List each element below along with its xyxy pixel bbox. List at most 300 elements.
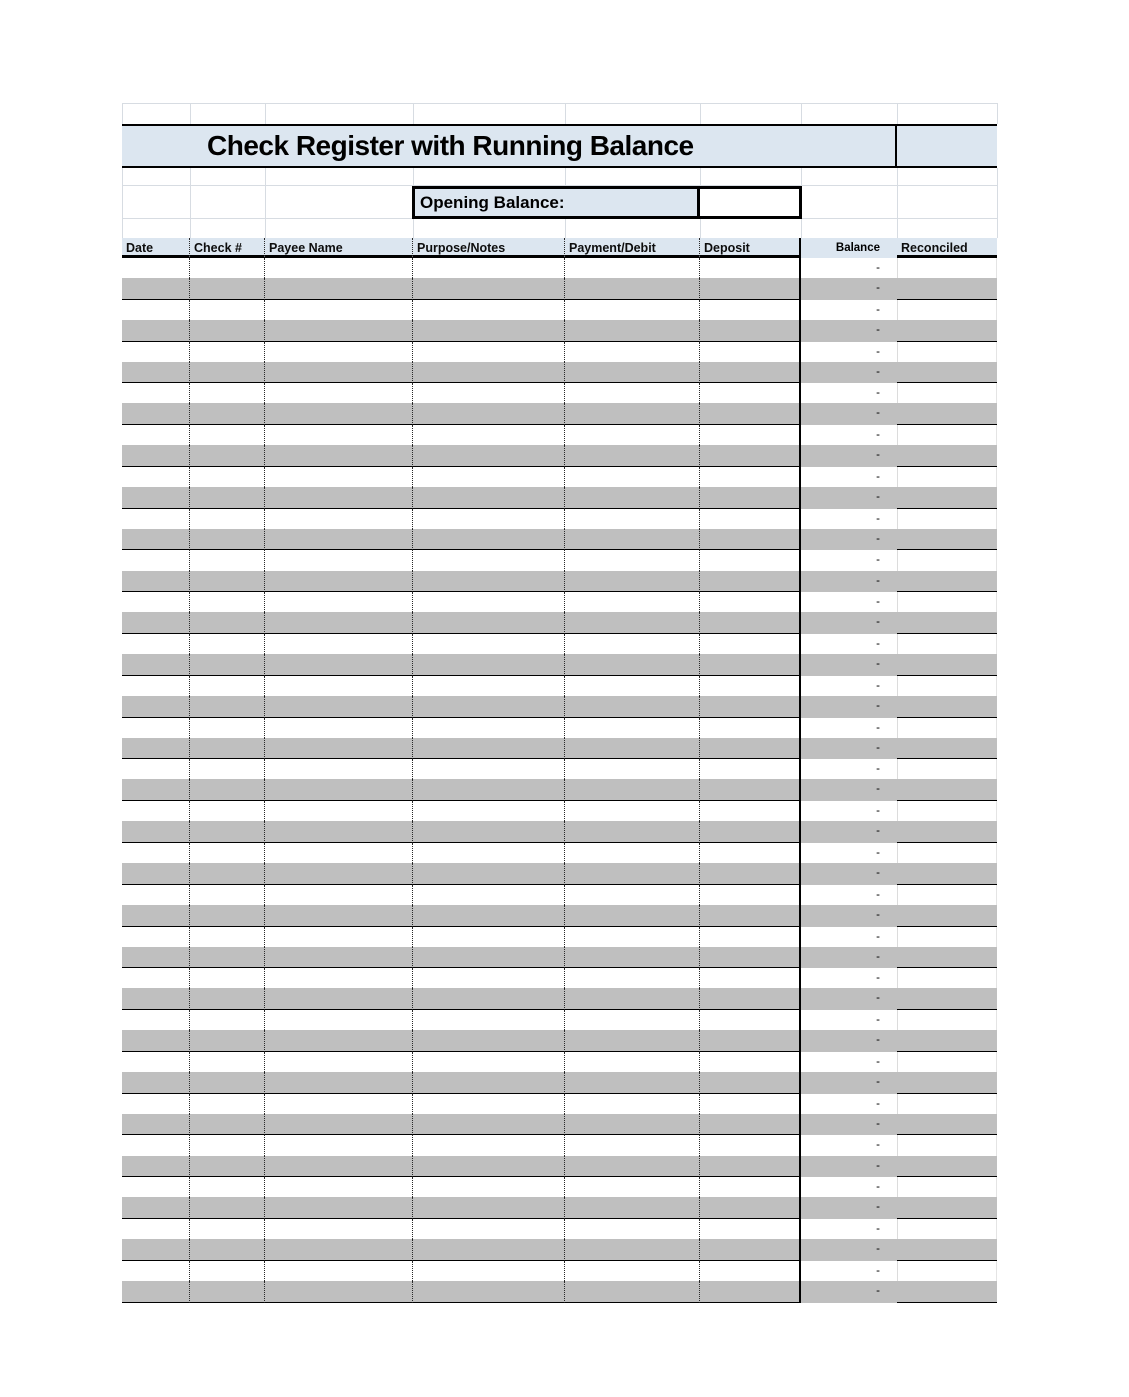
cell-deposit[interactable] (700, 1239, 801, 1261)
cell-check-number[interactable] (190, 300, 265, 320)
cell-date[interactable] (122, 258, 190, 278)
cell-payment-debit[interactable] (565, 1156, 700, 1178)
cell-purpose-notes[interactable] (413, 1219, 565, 1239)
cell-date[interactable] (122, 843, 190, 863)
cell-purpose-notes[interactable] (413, 1052, 565, 1072)
cell-deposit[interactable] (700, 592, 801, 612)
cell-payment-debit[interactable] (565, 1239, 700, 1261)
cell-check-number[interactable] (190, 1052, 265, 1072)
cell-reconciled[interactable] (897, 258, 997, 278)
cell-payment-debit[interactable] (565, 1052, 700, 1072)
cell-payment-debit[interactable] (565, 718, 700, 738)
cell-reconciled[interactable] (897, 1177, 997, 1197)
cell-reconciled[interactable] (897, 676, 997, 696)
cell-date[interactable] (122, 947, 190, 969)
cell-payee-name[interactable] (265, 927, 413, 947)
cell-purpose-notes[interactable] (413, 258, 565, 278)
cell-check-number[interactable] (190, 843, 265, 863)
cell-purpose-notes[interactable] (413, 403, 565, 425)
cell-check-number[interactable] (190, 320, 265, 342)
cell-payment-debit[interactable] (565, 696, 700, 718)
cell-date[interactable] (122, 509, 190, 529)
cell-date[interactable] (122, 1239, 190, 1261)
cell-deposit[interactable] (700, 383, 801, 403)
cell-reconciled[interactable] (897, 947, 997, 969)
cell-payment-debit[interactable] (565, 445, 700, 467)
cell-date[interactable] (122, 550, 190, 570)
cell-date[interactable] (122, 383, 190, 403)
cell-reconciled[interactable] (897, 927, 997, 947)
cell-purpose-notes[interactable] (413, 320, 565, 342)
cell-reconciled[interactable] (897, 801, 997, 821)
cell-date[interactable] (122, 300, 190, 320)
cell-payment-debit[interactable] (565, 676, 700, 696)
cell-payee-name[interactable] (265, 718, 413, 738)
cell-payment-debit[interactable] (565, 612, 700, 634)
cell-payment-debit[interactable] (565, 634, 700, 654)
cell-deposit[interactable] (700, 550, 801, 570)
cell-date[interactable] (122, 1135, 190, 1155)
cell-purpose-notes[interactable] (413, 1261, 565, 1281)
cell-check-number[interactable] (190, 487, 265, 509)
cell-date[interactable] (122, 1156, 190, 1178)
cell-check-number[interactable] (190, 1219, 265, 1239)
cell-check-number[interactable] (190, 696, 265, 718)
cell-date[interactable] (122, 1197, 190, 1219)
cell-payee-name[interactable] (265, 821, 413, 843)
cell-purpose-notes[interactable] (413, 718, 565, 738)
cell-purpose-notes[interactable] (413, 592, 565, 612)
cell-deposit[interactable] (700, 320, 801, 342)
cell-payment-debit[interactable] (565, 342, 700, 362)
cell-reconciled[interactable] (897, 467, 997, 487)
opening-balance-input[interactable] (700, 189, 799, 216)
cell-check-number[interactable] (190, 445, 265, 467)
cell-purpose-notes[interactable] (413, 905, 565, 927)
cell-check-number[interactable] (190, 1281, 265, 1303)
cell-payee-name[interactable] (265, 1219, 413, 1239)
cell-deposit[interactable] (700, 1197, 801, 1219)
cell-reconciled[interactable] (897, 529, 997, 551)
cell-date[interactable] (122, 1281, 190, 1303)
cell-reconciled[interactable] (897, 509, 997, 529)
cell-reconciled[interactable] (897, 487, 997, 509)
cell-reconciled[interactable] (897, 1030, 997, 1052)
cell-date[interactable] (122, 592, 190, 612)
cell-purpose-notes[interactable] (413, 654, 565, 676)
cell-payment-debit[interactable] (565, 1114, 700, 1136)
cell-date[interactable] (122, 634, 190, 654)
cell-deposit[interactable] (700, 1030, 801, 1052)
cell-date[interactable] (122, 1114, 190, 1136)
cell-check-number[interactable] (190, 634, 265, 654)
cell-reconciled[interactable] (897, 1239, 997, 1261)
cell-reconciled[interactable] (897, 300, 997, 320)
cell-purpose-notes[interactable] (413, 445, 565, 467)
cell-payee-name[interactable] (265, 1135, 413, 1155)
cell-payment-debit[interactable] (565, 425, 700, 445)
cell-date[interactable] (122, 988, 190, 1010)
cell-payee-name[interactable] (265, 300, 413, 320)
cell-payee-name[interactable] (265, 362, 413, 384)
cell-deposit[interactable] (700, 467, 801, 487)
cell-payee-name[interactable] (265, 968, 413, 988)
cell-purpose-notes[interactable] (413, 801, 565, 821)
cell-deposit[interactable] (700, 843, 801, 863)
cell-payee-name[interactable] (265, 843, 413, 863)
cell-reconciled[interactable] (897, 863, 997, 885)
cell-deposit[interactable] (700, 1135, 801, 1155)
cell-check-number[interactable] (190, 1177, 265, 1197)
cell-payment-debit[interactable] (565, 300, 700, 320)
cell-payment-debit[interactable] (565, 821, 700, 843)
cell-deposit[interactable] (700, 300, 801, 320)
cell-check-number[interactable] (190, 1094, 265, 1114)
cell-check-number[interactable] (190, 779, 265, 801)
cell-payee-name[interactable] (265, 863, 413, 885)
cell-date[interactable] (122, 1219, 190, 1239)
cell-deposit[interactable] (700, 634, 801, 654)
cell-date[interactable] (122, 1052, 190, 1072)
cell-payment-debit[interactable] (565, 1177, 700, 1197)
cell-reconciled[interactable] (897, 1261, 997, 1281)
cell-check-number[interactable] (190, 529, 265, 551)
cell-reconciled[interactable] (897, 592, 997, 612)
cell-purpose-notes[interactable] (413, 968, 565, 988)
cell-deposit[interactable] (700, 676, 801, 696)
cell-deposit[interactable] (700, 612, 801, 634)
cell-payee-name[interactable] (265, 654, 413, 676)
cell-reconciled[interactable] (897, 403, 997, 425)
cell-payee-name[interactable] (265, 947, 413, 969)
cell-payee-name[interactable] (265, 529, 413, 551)
cell-reconciled[interactable] (897, 738, 997, 760)
cell-payment-debit[interactable] (565, 1094, 700, 1114)
cell-purpose-notes[interactable] (413, 1177, 565, 1197)
cell-payment-debit[interactable] (565, 403, 700, 425)
cell-reconciled[interactable] (897, 1010, 997, 1030)
cell-check-number[interactable] (190, 1030, 265, 1052)
cell-check-number[interactable] (190, 1197, 265, 1219)
cell-purpose-notes[interactable] (413, 509, 565, 529)
cell-payment-debit[interactable] (565, 779, 700, 801)
cell-deposit[interactable] (700, 1281, 801, 1303)
cell-payment-debit[interactable] (565, 571, 700, 593)
cell-deposit[interactable] (700, 905, 801, 927)
cell-check-number[interactable] (190, 1114, 265, 1136)
cell-payee-name[interactable] (265, 445, 413, 467)
cell-deposit[interactable] (700, 278, 801, 300)
cell-purpose-notes[interactable] (413, 1239, 565, 1261)
cell-deposit[interactable] (700, 863, 801, 885)
cell-payee-name[interactable] (265, 425, 413, 445)
cell-date[interactable] (122, 612, 190, 634)
cell-date[interactable] (122, 1094, 190, 1114)
cell-payment-debit[interactable] (565, 1219, 700, 1239)
cell-reconciled[interactable] (897, 759, 997, 779)
cell-check-number[interactable] (190, 1156, 265, 1178)
cell-purpose-notes[interactable] (413, 1156, 565, 1178)
cell-date[interactable] (122, 1177, 190, 1197)
cell-date[interactable] (122, 718, 190, 738)
cell-date[interactable] (122, 676, 190, 696)
cell-date[interactable] (122, 905, 190, 927)
cell-date[interactable] (122, 529, 190, 551)
cell-payment-debit[interactable] (565, 759, 700, 779)
cell-reconciled[interactable] (897, 278, 997, 300)
cell-reconciled[interactable] (897, 968, 997, 988)
cell-date[interactable] (122, 968, 190, 988)
cell-purpose-notes[interactable] (413, 467, 565, 487)
cell-payee-name[interactable] (265, 1114, 413, 1136)
cell-date[interactable] (122, 759, 190, 779)
cell-deposit[interactable] (700, 718, 801, 738)
cell-check-number[interactable] (190, 467, 265, 487)
cell-payment-debit[interactable] (565, 278, 700, 300)
cell-check-number[interactable] (190, 927, 265, 947)
cell-payment-debit[interactable] (565, 1010, 700, 1030)
cell-payee-name[interactable] (265, 1239, 413, 1261)
cell-deposit[interactable] (700, 1114, 801, 1136)
cell-check-number[interactable] (190, 403, 265, 425)
cell-reconciled[interactable] (897, 425, 997, 445)
cell-deposit[interactable] (700, 529, 801, 551)
cell-reconciled[interactable] (897, 1114, 997, 1136)
cell-payment-debit[interactable] (565, 947, 700, 969)
cell-check-number[interactable] (190, 988, 265, 1010)
cell-payment-debit[interactable] (565, 1281, 700, 1303)
cell-purpose-notes[interactable] (413, 988, 565, 1010)
cell-deposit[interactable] (700, 1156, 801, 1178)
cell-payee-name[interactable] (265, 1072, 413, 1094)
cell-date[interactable] (122, 1010, 190, 1030)
cell-date[interactable] (122, 278, 190, 300)
cell-date[interactable] (122, 445, 190, 467)
cell-reconciled[interactable] (897, 885, 997, 905)
cell-reconciled[interactable] (897, 654, 997, 676)
cell-purpose-notes[interactable] (413, 425, 565, 445)
cell-check-number[interactable] (190, 383, 265, 403)
cell-purpose-notes[interactable] (413, 550, 565, 570)
cell-deposit[interactable] (700, 1052, 801, 1072)
cell-reconciled[interactable] (897, 1052, 997, 1072)
cell-date[interactable] (122, 927, 190, 947)
cell-deposit[interactable] (700, 425, 801, 445)
cell-payee-name[interactable] (265, 342, 413, 362)
cell-deposit[interactable] (700, 1261, 801, 1281)
cell-payee-name[interactable] (265, 696, 413, 718)
cell-payment-debit[interactable] (565, 1197, 700, 1219)
cell-payee-name[interactable] (265, 1177, 413, 1197)
cell-purpose-notes[interactable] (413, 863, 565, 885)
cell-payee-name[interactable] (265, 383, 413, 403)
cell-deposit[interactable] (700, 1177, 801, 1197)
cell-check-number[interactable] (190, 863, 265, 885)
cell-payment-debit[interactable] (565, 843, 700, 863)
cell-deposit[interactable] (700, 779, 801, 801)
cell-payee-name[interactable] (265, 905, 413, 927)
cell-check-number[interactable] (190, 738, 265, 760)
cell-payee-name[interactable] (265, 676, 413, 696)
cell-check-number[interactable] (190, 1239, 265, 1261)
cell-reconciled[interactable] (897, 1197, 997, 1219)
cell-deposit[interactable] (700, 738, 801, 760)
cell-date[interactable] (122, 738, 190, 760)
cell-payee-name[interactable] (265, 509, 413, 529)
cell-payee-name[interactable] (265, 1010, 413, 1030)
cell-purpose-notes[interactable] (413, 1114, 565, 1136)
cell-purpose-notes[interactable] (413, 927, 565, 947)
cell-date[interactable] (122, 1072, 190, 1094)
cell-deposit[interactable] (700, 696, 801, 718)
cell-reconciled[interactable] (897, 342, 997, 362)
cell-purpose-notes[interactable] (413, 1094, 565, 1114)
cell-deposit[interactable] (700, 759, 801, 779)
cell-payee-name[interactable] (265, 1156, 413, 1178)
cell-payee-name[interactable] (265, 592, 413, 612)
cell-payment-debit[interactable] (565, 885, 700, 905)
cell-payment-debit[interactable] (565, 1072, 700, 1094)
cell-payment-debit[interactable] (565, 1135, 700, 1155)
cell-payment-debit[interactable] (565, 258, 700, 278)
cell-deposit[interactable] (700, 258, 801, 278)
cell-payment-debit[interactable] (565, 592, 700, 612)
cell-payment-debit[interactable] (565, 738, 700, 760)
cell-deposit[interactable] (700, 342, 801, 362)
cell-date[interactable] (122, 863, 190, 885)
cell-payee-name[interactable] (265, 320, 413, 342)
cell-deposit[interactable] (700, 968, 801, 988)
cell-check-number[interactable] (190, 1010, 265, 1030)
cell-reconciled[interactable] (897, 1156, 997, 1178)
cell-check-number[interactable] (190, 425, 265, 445)
cell-payment-debit[interactable] (565, 654, 700, 676)
cell-reconciled[interactable] (897, 634, 997, 654)
cell-date[interactable] (122, 801, 190, 821)
cell-check-number[interactable] (190, 676, 265, 696)
cell-check-number[interactable] (190, 718, 265, 738)
cell-payee-name[interactable] (265, 1052, 413, 1072)
cell-date[interactable] (122, 467, 190, 487)
cell-purpose-notes[interactable] (413, 1135, 565, 1155)
cell-payment-debit[interactable] (565, 968, 700, 988)
cell-check-number[interactable] (190, 801, 265, 821)
cell-payment-debit[interactable] (565, 467, 700, 487)
cell-payment-debit[interactable] (565, 801, 700, 821)
cell-payee-name[interactable] (265, 1261, 413, 1281)
cell-reconciled[interactable] (897, 320, 997, 342)
cell-purpose-notes[interactable] (413, 1072, 565, 1094)
cell-purpose-notes[interactable] (413, 634, 565, 654)
cell-deposit[interactable] (700, 403, 801, 425)
cell-payment-debit[interactable] (565, 988, 700, 1010)
cell-check-number[interactable] (190, 968, 265, 988)
cell-payment-debit[interactable] (565, 550, 700, 570)
cell-payee-name[interactable] (265, 759, 413, 779)
cell-payment-debit[interactable] (565, 320, 700, 342)
cell-payee-name[interactable] (265, 258, 413, 278)
cell-check-number[interactable] (190, 278, 265, 300)
cell-deposit[interactable] (700, 988, 801, 1010)
cell-check-number[interactable] (190, 759, 265, 779)
cell-payment-debit[interactable] (565, 905, 700, 927)
cell-date[interactable] (122, 1261, 190, 1281)
cell-payment-debit[interactable] (565, 1030, 700, 1052)
cell-deposit[interactable] (700, 362, 801, 384)
cell-check-number[interactable] (190, 612, 265, 634)
cell-purpose-notes[interactable] (413, 487, 565, 509)
cell-payee-name[interactable] (265, 801, 413, 821)
cell-date[interactable] (122, 320, 190, 342)
cell-date[interactable] (122, 696, 190, 718)
cell-reconciled[interactable] (897, 1135, 997, 1155)
cell-deposit[interactable] (700, 654, 801, 676)
cell-purpose-notes[interactable] (413, 696, 565, 718)
cell-check-number[interactable] (190, 592, 265, 612)
cell-reconciled[interactable] (897, 571, 997, 593)
cell-deposit[interactable] (700, 509, 801, 529)
cell-payment-debit[interactable] (565, 487, 700, 509)
cell-purpose-notes[interactable] (413, 947, 565, 969)
cell-payment-debit[interactable] (565, 529, 700, 551)
cell-date[interactable] (122, 487, 190, 509)
cell-check-number[interactable] (190, 905, 265, 927)
cell-payee-name[interactable] (265, 779, 413, 801)
cell-payee-name[interactable] (265, 1281, 413, 1303)
cell-deposit[interactable] (700, 487, 801, 509)
cell-reconciled[interactable] (897, 843, 997, 863)
cell-reconciled[interactable] (897, 362, 997, 384)
cell-purpose-notes[interactable] (413, 362, 565, 384)
cell-date[interactable] (122, 403, 190, 425)
cell-payee-name[interactable] (265, 1094, 413, 1114)
cell-purpose-notes[interactable] (413, 383, 565, 403)
cell-reconciled[interactable] (897, 821, 997, 843)
cell-payee-name[interactable] (265, 634, 413, 654)
cell-check-number[interactable] (190, 654, 265, 676)
cell-deposit[interactable] (700, 801, 801, 821)
cell-payee-name[interactable] (265, 403, 413, 425)
cell-purpose-notes[interactable] (413, 738, 565, 760)
cell-deposit[interactable] (700, 1094, 801, 1114)
cell-payee-name[interactable] (265, 885, 413, 905)
cell-date[interactable] (122, 425, 190, 445)
cell-purpose-notes[interactable] (413, 885, 565, 905)
cell-check-number[interactable] (190, 509, 265, 529)
cell-date[interactable] (122, 654, 190, 676)
cell-deposit[interactable] (700, 947, 801, 969)
cell-purpose-notes[interactable] (413, 1030, 565, 1052)
cell-payee-name[interactable] (265, 1197, 413, 1219)
cell-reconciled[interactable] (897, 905, 997, 927)
cell-payment-debit[interactable] (565, 1261, 700, 1281)
cell-check-number[interactable] (190, 947, 265, 969)
cell-reconciled[interactable] (897, 1094, 997, 1114)
cell-check-number[interactable] (190, 550, 265, 570)
cell-purpose-notes[interactable] (413, 676, 565, 696)
cell-check-number[interactable] (190, 342, 265, 362)
cell-purpose-notes[interactable] (413, 1010, 565, 1030)
cell-payee-name[interactable] (265, 550, 413, 570)
cell-deposit[interactable] (700, 927, 801, 947)
cell-date[interactable] (122, 571, 190, 593)
cell-date[interactable] (122, 821, 190, 843)
cell-purpose-notes[interactable] (413, 342, 565, 362)
cell-reconciled[interactable] (897, 612, 997, 634)
cell-payment-debit[interactable] (565, 509, 700, 529)
cell-deposit[interactable] (700, 1010, 801, 1030)
cell-check-number[interactable] (190, 1135, 265, 1155)
